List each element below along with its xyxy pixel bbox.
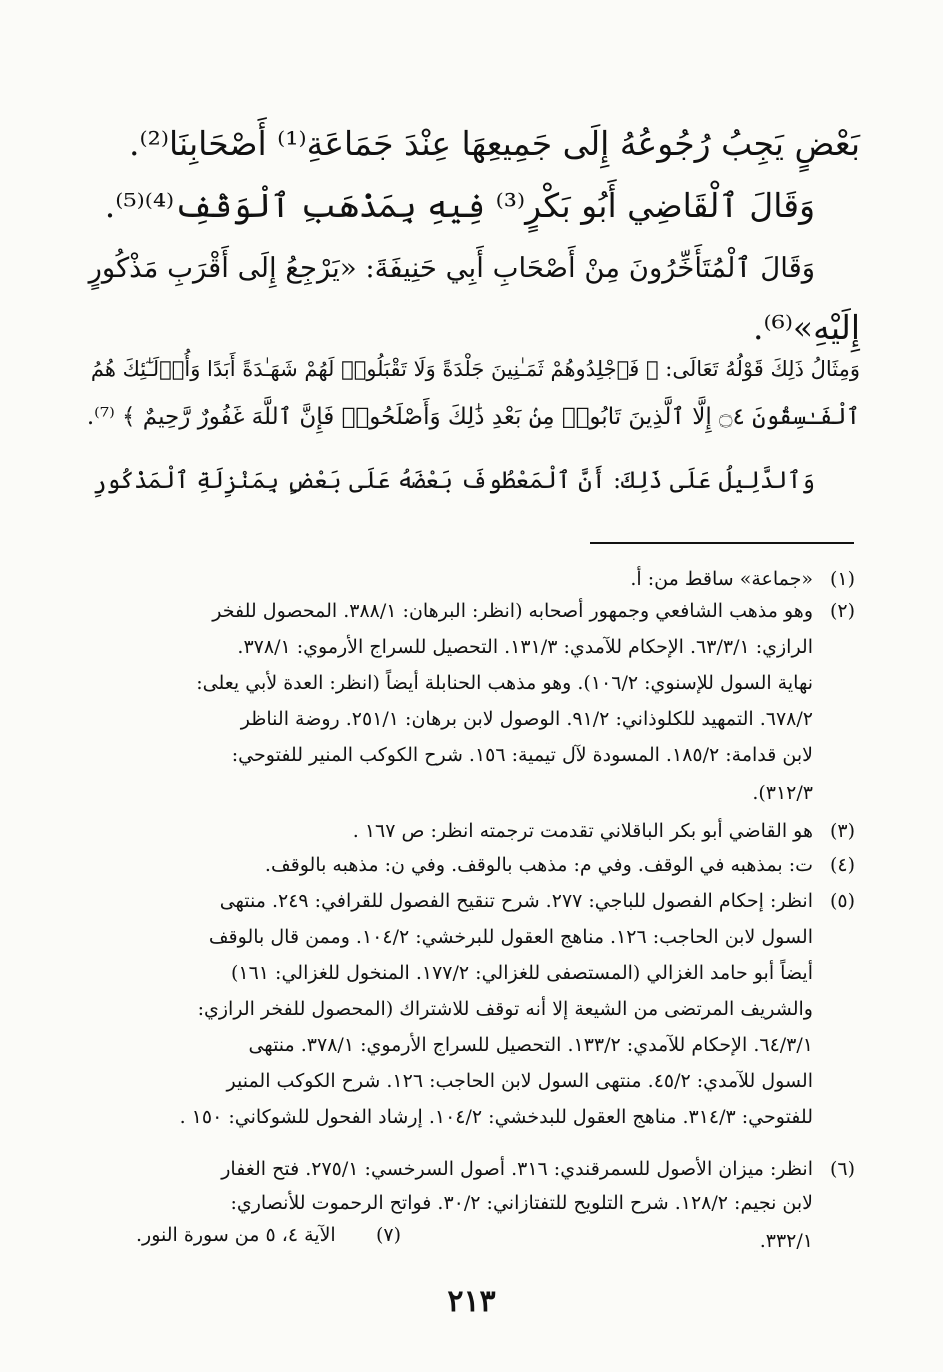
page-number: ٢١٣ [447,1284,496,1319]
footnote-number: (٦) [829,1158,855,1180]
quran-verse-line: وَمِثَالُ ذَلِكَ قَوْلُهُ تَعَالَى: ﴿ فَٱجْلِدُوهُمْ ثَمَـٰنِينَ جَلْدَةً وَلَا تَقْبَلُوا۟ لَهُمْ شَهَـٰدَةً أَبَدًا وَأُو۟لَـٰٓئِكَ هُمُ [90,357,860,381]
footnote-line: ت: بمذهبه في الوقف. وفي م: مذهب بالوقف. وفي ن: مذهبه بالوقف. [264,854,813,876]
footnote-line: الرازي: ٦٣/٣/١. الإحكام للآمدي: ١٣١/٣. التحصيل للسراج الأرموي: ٣٧٨/١. [237,636,813,658]
footnote-number: (٥) [829,890,855,912]
footnote-number: (٤) [829,854,855,876]
main-text-line: وَٱلدَّلِيلُ عَلَى ذَلِكَ: أَنَّ ٱلْمَعْطُوفَ بَعْضَهُ عَلَى بَعْضٍ بِمَنْزِلَةِ ٱلْمَذْكُورِ [92,466,815,494]
footnote-number: (٣) [829,820,855,842]
footnote-separator [590,542,854,544]
footnote-line: السول لابن الحاجب: ١٢٦. مناهج العقول للبرخشي: ١٠٤/٢. وممن قال بالوقف [208,926,813,948]
footnote-line: هو القاضي أبو بكر الباقلاني تقدمت ترجمته انظر: ص ١٦٧ . [352,820,813,842]
footnote-line: ٦٧٨/٢. التمهيد للكلوذاني: ٩١/٢. الوصول لابن برهان: ٢٥١/١. روضة الناظر [240,708,813,730]
footnote-line: ٦٤/٣/١. الإحكام للآمدي: ١٣٣/٢. التحصيل للسراج الأرموي: ٣٧٨/١. منتهى [248,1034,813,1056]
main-text-line: بَعْضٍ يَجِبُ رُجُوعُهُ إِلَى جَمِيعِهَا عِنْدَ جَمَاعَةِ⁽¹⁾ أَصْحَابِنَا⁽²⁾. [129,124,860,163]
footnote-number: (٢) [829,600,855,622]
quran-verse-line: ٱلْفَـٰسِقُونَ ۝٤ إِلَّا ٱلَّذِينَ تَابُوا۟ مِنۢ بَعْدِ ذَٰلِكَ وَأَصْلَحُوا۟ فَإِنَّ ٱللَّهَ غَفُورٌ رَّحِيمٌ ﴾ ⁽⁷⁾. [86,404,860,430]
footnote-number: (١) [829,568,855,590]
main-text-line: إِلَيْهِ»⁽⁶⁾. [752,308,860,347]
footnote-line: والشريف المرتضى من الشيعة إلا أنه توقف للاشتراك (المحصول للفخر الرازي: [197,998,813,1020]
footnote-line: أيضاً أبو حامد الغزالي (المستصفى للغزالي: ١٧٧/٢. المنخول للغزالي: ١٦١) [230,962,813,984]
main-text-line: وَقَالَ ٱلْمُتَأَخِّرُونَ مِنْ أَصْحَابِ أَبِي حَنِيفَةَ: «يَرْجِعُ إِلَى أَقْرَبِ مَذْكُورٍ [88,252,815,284]
footnote-line: ٣١٢/٣). [752,782,813,804]
footnote-line: الآية ٤، ٥ من سورة النور. [136,1224,336,1246]
footnote-line: وهو مذهب الشافعي وجمهور أصحابه (انظر: البرهان: ٣٨٨/١. المحصول للفخر [212,600,813,622]
footnote-number: (٧) [376,1224,402,1246]
footnote-line: انظر: ميزان الأصول للسمرقندي: ٣١٦. أصول السرخسي: ٢٧٥/١. فتح الغفار [221,1158,813,1180]
footnote-line: للفتوحي: ٣١٤/٣. مناهج العقول للبدخشي: ١٠٤/٢. إرشاد الفحول للشوكاني: ١٥٠ . [179,1106,813,1128]
main-text-line: وَقَالَ ٱلْقَاضِي أَبُو بَكْرٍ⁽³⁾ فِيهِ بِمَذْهَبِ ٱلْوَقْفِ⁽⁴⁾⁽⁵⁾. [104,186,815,225]
footnote-line: السول للآمدي: ٤٥/٢. منتهى السول لابن الحاجب: ١٢٦. شرح الكوكب المنير [226,1070,813,1092]
footnote-line: ٣٣٢/١. [759,1230,813,1252]
footnote-line: لابن قدامة: ١٨٥/٢. المسودة لآل تيمية: ١٥٦. شرح الكوكب المنير للفتوحي: [231,744,813,766]
footnote-line: لابن نجيم: ١٢٨/٢. شرح التلويح للتفتازاني: ٣٠/٢. فواتح الرحموت للأنصاري: [230,1192,813,1214]
footnote-line: نهاية السول للإسنوي: ١٠٦/٢). وهو مذهب الحنابلة أيضاً (انظر: العدة لأبي يعلى: [196,672,813,694]
footnote-line: انظر: إحكام الفصول للباجي: ٢٧٧. شرح تنقيح الفصول للقرافي: ٢٤٩. منتهى [219,890,813,912]
footnote-line: «جماعة» ساقط من: أ. [630,568,813,590]
